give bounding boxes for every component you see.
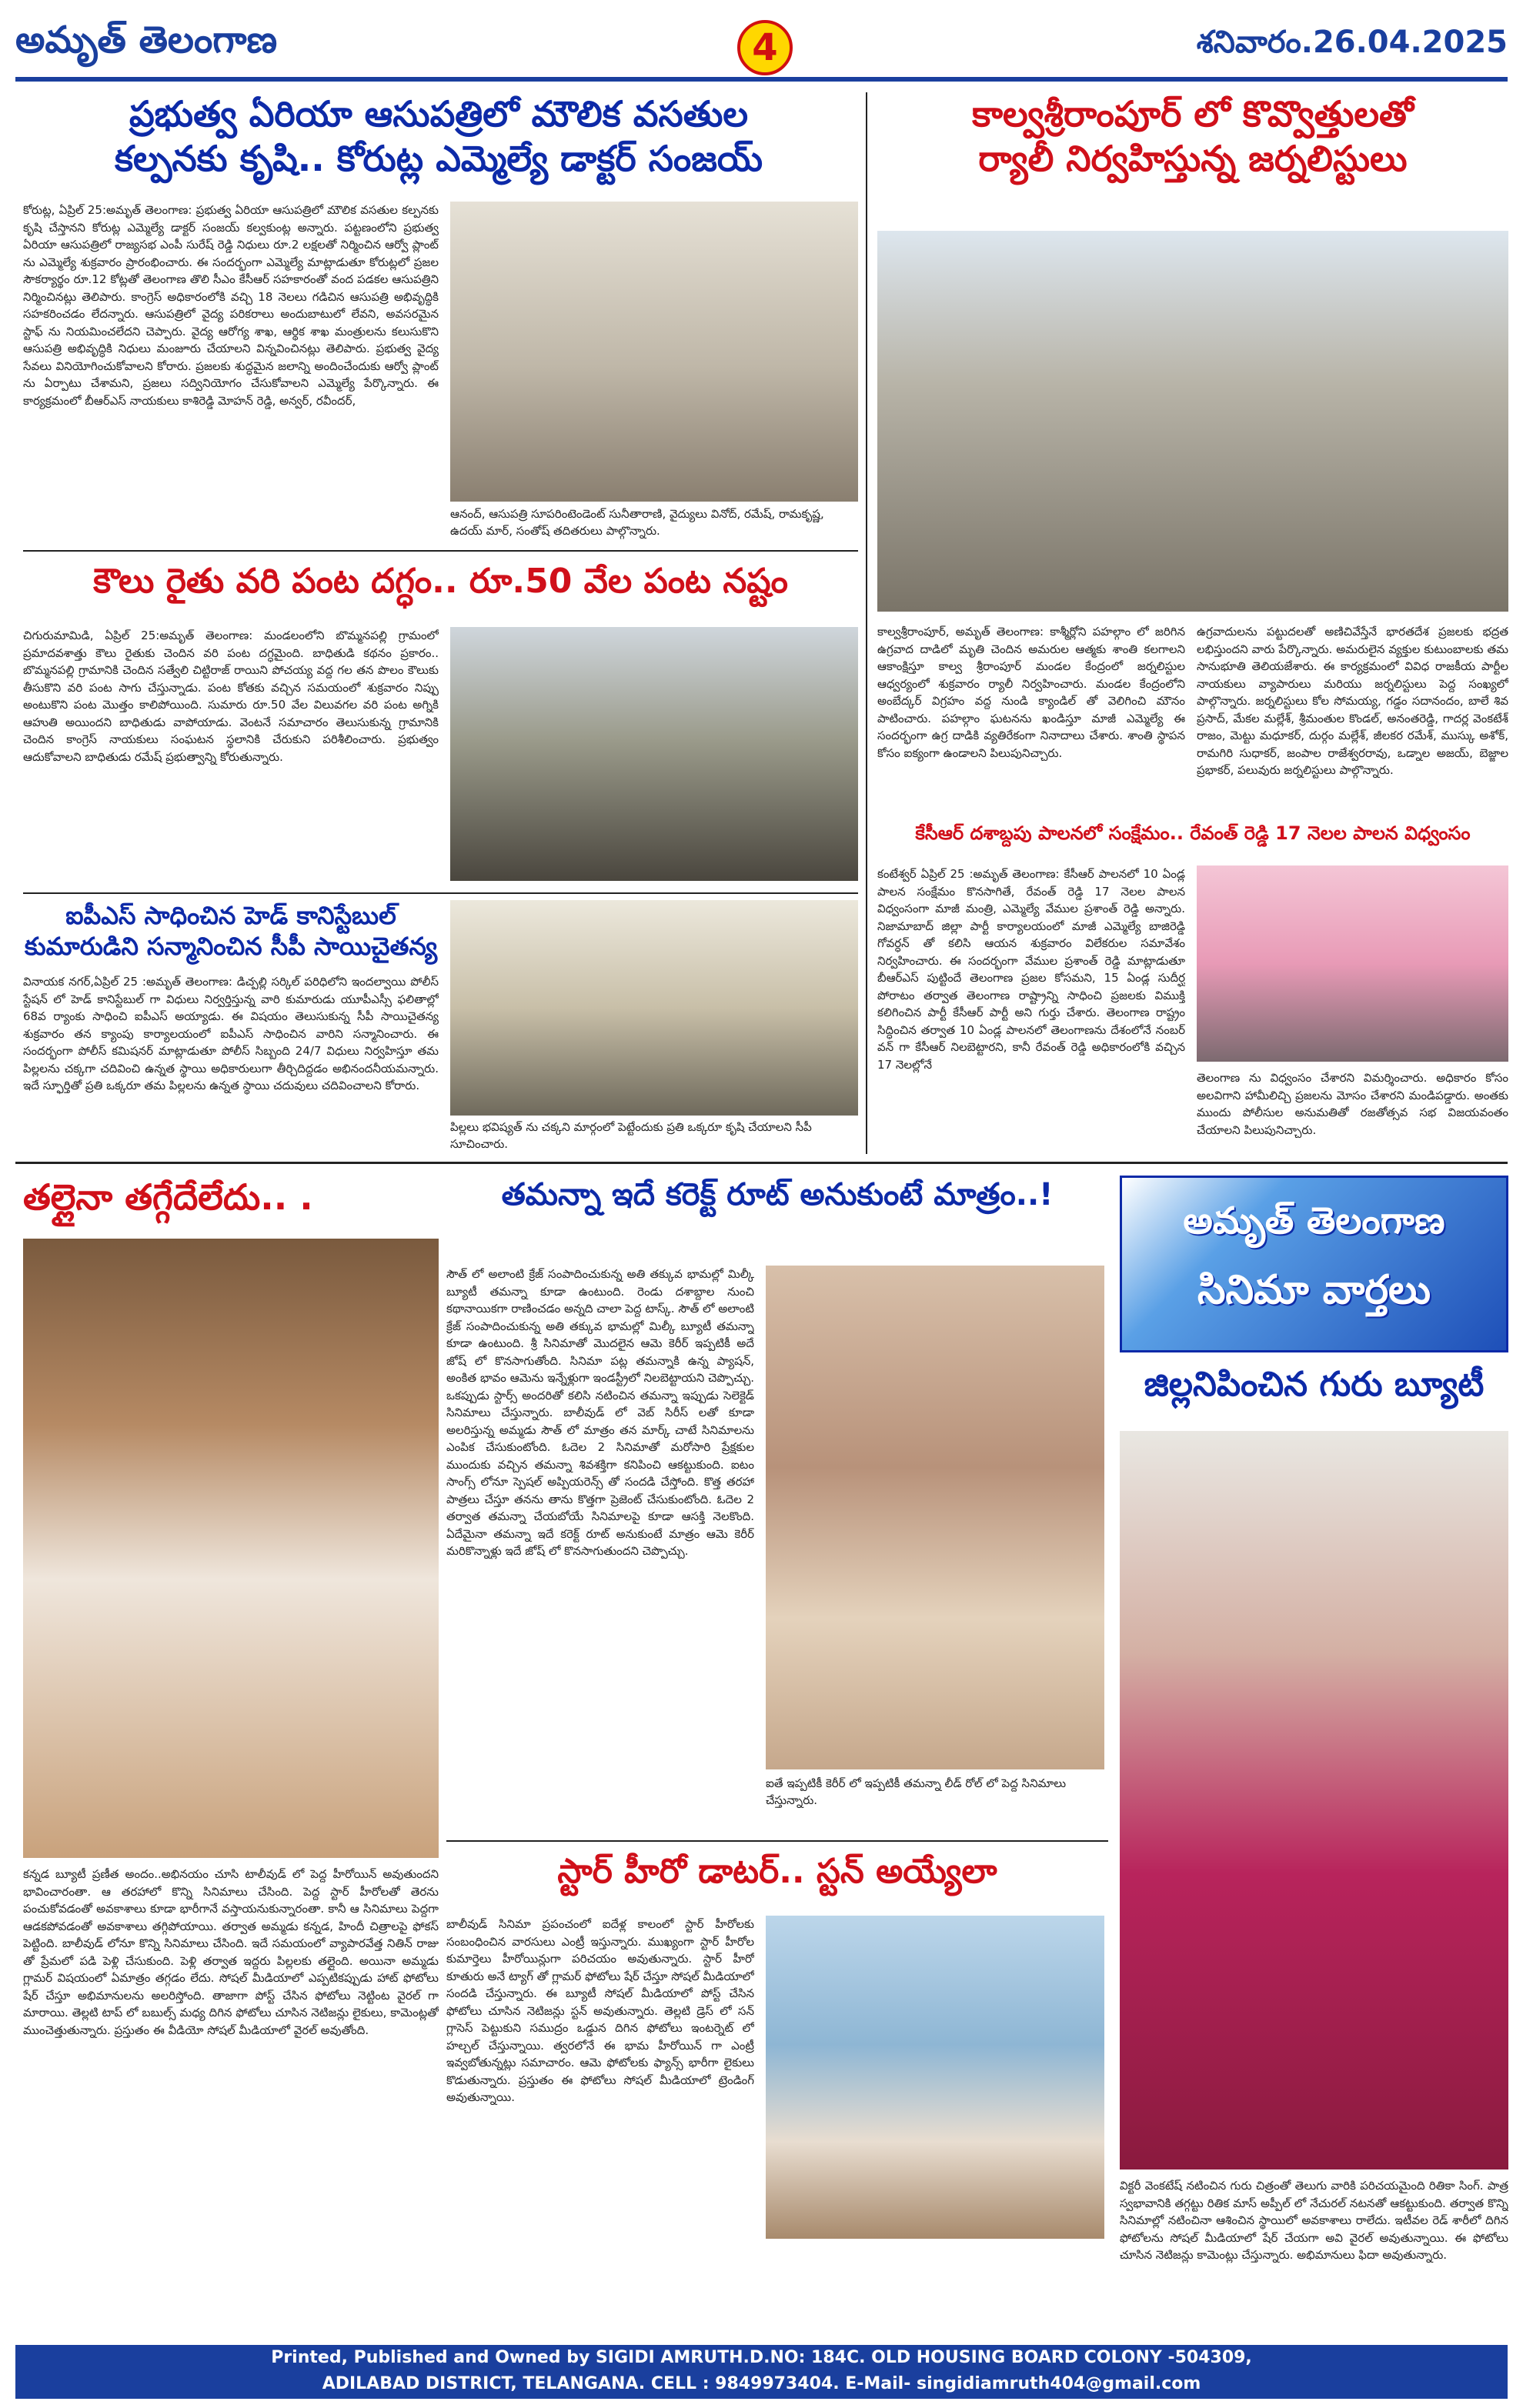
article4-headline: కేసీఆర్ దశాబ్దపు పాలనలో సంక్షేమం.. రేవంత్ రెడ్డి 17 నెలల పాలన విధ్వంసం xyxy=(915,822,1471,844)
article4-photo xyxy=(1197,865,1508,1062)
article2-body-right: ఉగ్రవాదులను పట్టుదలతో అణిచివేస్తేనే భారతదేశ ప్రజలకు భద్రత లభిస్తుందని వారు పేర్కొన్నారు. అమరులైన వ్యక్తుల కుటుంబాలకు తమ సానుభూతి తెలియజేశారు. ఈ కార్యక్రమంలో వివిధ రాజకీయ పార్టీల నాయకులు వ్యాపారులు మరియు జర్నలిస్టులు పెద్ద సంఖ్యలో పాల్గొన్నారు. జర్నలిస్టులు కోల సోమయ్య, గడ్డం సదానందం, బాలే శివ ప్రసాద్, మేకల మల్లేశ్, శ్రీమంతుల కొండల్, అనంతరెడ్డి, గాదర్ల వెంకటేశ్ రాజం, మెట్టు మధూకర్, దుర్గం మల్లేశ్, జీలకర రమేశ్, ముస్కు అశోక్, రామగిరి సుధాకర్, జంపాల రాజేశ్వరరావు, ఒడ్నాల అజయ్, బెజ్జాల ప్రభాకర్, పలువురు జర్నలిస్టులు పాల్గొన్నారు. xyxy=(1197,625,1508,777)
article6-body: కన్నడ బ్యూటీ ప్రణీత అందం..అభినయం చూసి టాలీవుడ్ లో పెద్ద హీరోయిన్ అవుతుందని భావించారంతా. ఆ తరహాలో కొన్ని సినిమాలు చేసింది. పెద్ద స్టార్ హీరోలతో తెరను పంచుకోవడంతో అవకాశాలు కూడా భారీగానే వస్తాయనుకున్నారంతా. కానీ ఆ సినిమాలు పెద్దగా ఆడకపోవడంతో అవకాశాలు తగ్గిపోయాయి. తర్వాత అమ్మడు కన్నడ, హిందీ చిత్రాలపై ఫోకస్ పెట్టింది. బాలీవుడ్ లోనూ కొన్ని సినిమాలు చేసింది. ఇదే సమయంలో వ్యాపారవేత్త నితిన్ రాజు తో ప్రేమలో పడి పెళ్లి చేసుకుంది. పెళ్లి తర్వాత ఇద్దరు పిల్లలకు తల్లైంది. అయినా అమ్మడు గ్లామర్ విషయంలో ఏమాత్రం తగ్గడం లేదు. సోషల్ మీడియాలో ఎప్పటికప్పుడు హాట్ ఫోటోలు షేర్ చేస్తూ అభిమానులను అలరిస్తోంది. తాజాగా పోస్ట్ చేసిన ఫోటోలు నెట్టింట వైరల్ గా మారాయి. తెల్లటి టాప్ లో బబుల్స్ మధ్య దిగిన ఫోటోలు చూసిన నెటిజన్లు లైకులు, కామెంట్లతో ముంచెత్తుతున్నారు. ప్రస్తుతం ఈ వీడియో సోషల్ మీడియాలో వైరల్ అవుతోంది. xyxy=(23,1867,439,2037)
article7-photo xyxy=(766,1266,1104,1769)
article7-body: సౌత్ లో అలాంటి క్రేజ్ సంపాదించుకున్న అతి తక్కువ భామల్లో మిల్కీ బ్యూటీ తమన్నా కూడా ఉంటుంది. రెండు దశాబ్దాల నుంచి కథానాయికగా రాణించడం అన్నది చాలా పెద్ద టాస్క్. సౌత్ లో అలాంటి క్రేజ్ సంపాదించుకున్న అతి తక్కువ భామల్లో మిల్కీ బ్యూటీ తమన్నా కూడా ఉంటుంది. శ్రీ సినిమాతో మొదలైన ఆమె కెరీర్ ఇప్పటికీ అదే జోష్ లో కొనసాగుతోంది. సినిమా పట్ల తమన్నాకి ఉన్న ప్యాషన్, అంకిత భావం ఆమెను ఇన్నేళ్లుగా ఇండస్ట్రీలో నిలబెట్టాయని చెప్పొచ్చు. ఒకప్పుడు స్టార్స్ అందరితో కలిసి నటించిన తమన్నా ఇప్పుడు సెలెక్టెడ్ సినిమాలు చేస్తున్నారు. బాలీవుడ్ లో వెబ్ సిరీస్ లతో కూడా అలరిస్తున్న అమ్మడు సౌత్ లో మాత్రం తన మార్క్ చాటే సినిమాలను ఎంపిక చేసుకుంటోంది. ఓదెల 2 సినిమాతో మరోసారి ప్రేక్షకుల ముందుకు వచ్చిన తమన్నా శివశక్తిగా కనిపించి ఆకట్టుకుంది. ఐటం సాంగ్స్ లోనూ స్పెషల్ అప్పియరెన్స్ తో సందడి చేస్తోంది. కొత్త తరహా పాత్రలు చేస్తూ తనను తాను కొత్తగా ప్రెజెంట్ చేసుకుంటోంది. ఓదెల 2 తర్వాత తమన్నా చేయబోయే సినిమాలపై కూడా ఆసక్తి నెలకొంది. ఏదేమైనా తమన్నా ఇదే కరెక్ట్ రూట్ అనుకుంటే మాత్రం ఆమె కెరీర్ మరికొన్నాళ్లు ఇదే జోష్ లో కొనసాగుతుందని చెప్పొచ్చు. xyxy=(446,1267,754,1558)
article4-body-right: తెలంగాణ ను విధ్వంసం చేశారని విమర్శించారు. అధికారం కోసం అలవిగాని హామీలిచ్చి ప్రజలను మోసం చేశారని మండిపడ్డారు. అంతకు ముందు పోలీసుల అనుమతితో రజతోత్సవ సభ విజయవంతం చేయాలని పిలుపునిచ్చారు. xyxy=(1197,1071,1508,1137)
article3-headline: కౌలు రైతు వరి పంట దగ్ధం.. రూ.50 వేల పంట నష్టం xyxy=(93,562,788,601)
cinema-banner-subtitle: సినిమా వార్తలు xyxy=(1197,1267,1431,1313)
article2-headline-line1: కాల్వశ్రీరాంపూర్ లో కొవ్వొత్తులతో xyxy=(972,93,1414,135)
article2-headline xyxy=(877,92,1508,181)
article5-headline-line1: ఐపీఎస్ సాధించిన హెడ్ కానిస్టేబుల్ xyxy=(65,901,396,930)
masthead xyxy=(15,15,1508,82)
article7-caption: ఐతే ఇప్పటికీ కెరీర్ లో ఇప్పటికీ తమన్నా లీడ్ రోల్ లో పెద్ద సినిమాలు చేస్తున్నారు. xyxy=(766,1776,1067,1807)
cinema-banner-title: అమృత్ తెలంగాణ xyxy=(1183,1199,1445,1242)
paper-name: అమృత్ తెలంగాణ xyxy=(15,18,278,62)
article8-body: విక్టరీ వెంకటేష్ నటించిన గురు చిత్రంతో తెలుగు వారికి పరిచయమైంది రితికా సింగ్. పాత్ర స్వభావానికి తగ్గట్టు రితిక మాస్ అప్పీల్ లో నేచురల్ నటనతో ఆకట్టుకుంది. తర్వాత కొన్ని సినిమాల్లో నటించినా ఆశించిన స్థాయిలో అవకాశాలు రాలేదు. ఇటీవల రెడ్ శారీలో దిగిన ఫోటోలను సోషల్ మీడియాలో షేర్ చేయగా అవి వైరల్ అవుతున్నాయి. ఈ ఫోటోలు చూసిన నెటిజన్లు కామెంట్లు చేస్తున్నారు. అభిమానులు ఫిదా అవుతున్నారు. xyxy=(1120,2179,1508,2262)
page-number: 4 xyxy=(737,20,793,75)
article2-photo xyxy=(877,231,1508,612)
section-rule-4 xyxy=(446,1840,1108,1842)
article9-body: బాలీవుడ్ సినిమా ప్రపంచంలో ఐదేళ్ల కాలంలో స్టార్ హీరోలకు సంబంధించిన వారసులు ఎంట్రీ ఇస్తున్నారు. ముఖ్యంగా స్టార్ హీరోల కుమార్తెలు హీరోయిన్లుగా పరిచయం అవుతున్నారు. స్టార్ హీరో కూతురు అనే ట్యాగ్ తో గ్లామర్ ఫోటోలు షేర్ చేస్తూ సోషల్ మీడియాలో సందడి చేస్తున్నారు. ఈ బ్యూటీ సోషల్ మీడియాలో పోస్ట్ చేసిన ఫోటోలు చూసిన నెటిజన్లు స్టన్ అవుతున్నారు. తెల్లటి డ్రెస్ లో సన్ గ్లాసెస్ పెట్టుకుని సముద్రం ఒడ్డున దిగిన ఫోటోలు ఇంటర్నెట్ లో హల్చల్ చేస్తున్నాయి. త్వరలోనే ఈ భామ హీరోయిన్ గా ఎంట్రీ ఇవ్వబోతున్నట్లు సమాచారం. ఆమె ఫోటోలకు ఫ్యాన్స్ భారీగా లైకులు కొడుతున్నారు. ప్రస్తుతం ఈ ఫోటోలు సోషల్ మీడియాలో ట్రెండింగ్ అవుతున్నాయి. xyxy=(446,1917,754,2104)
section-rule-2 xyxy=(23,892,858,894)
article9-headline: స్టార్ హీరో డాటర్.. స్టన్ అయ్యేలా xyxy=(557,1852,997,1891)
article1-body: కోరుట్ల, ఏప్రిల్ 25:అమృత్ తెలంగాణ: ప్రభుత్వ ఏరియా ఆసుపత్రిలో మౌలిక వసతుల కల్పనకు కృషి చేస్తానని కోరుట్ల ఎమ్మెల్యే డాక్టర్ సంజయ్ కల్వకుంట్ల అన్నారు. పట్టణంలోని ప్రభుత్వ ఏరియా ఆసుపత్రిలో రాజ్యసభ ఎంపీ సురేష్ రెడ్డి నిధులు రూ.2 లక్షలతో నిర్మించిన ఆర్వో ప్లాంట్ ను ఎమ్మెల్యే శుక్రవారం ప్రారంభించారు. ఈ సందర్భంగా ఎమ్మెల్యే మాట్లాడుతూ కోరుట్లలో ప్రజల సౌకర్యార్థం రూ.12 కోట్లతో తెలంగాణ తొలి సీఎం కేసీఆర్ సహకారంతో వంద పడకల ఆసుపత్రిని నిర్మించినట్లు తెలిపారు. కాంగ్రెస్ అధికారంలోకి వచ్చి 18 నెలలు గడిచిన ఆసుపత్రి అభివృద్ధికి సహకరించడం లేదన్నారు. ఆసుపత్రిలో వైద్య పరికరాలు అందుబాటులో లేవని, అవసరమైన స్టాఫ్ ను నియమించలేదని చెప్పారు. వైద్య ఆరోగ్య శాఖ, ఆర్థిక శాఖ మంత్రులను కలుసుకొని ఆసుపత్రి అభివృద్ధికి నిధులు మంజూరు చేయాలని విన్నవించినట్లు తెలిపారు. ప్రభుత్వ వైద్య సేవలు వినియోగించుకోవాలని కోరారు. ప్రజలకు శుద్ధమైన జలాన్ని అందించేందుకు ఆర్వో ప్లాంట్ ను ఏర్పాటు చేశామని, ప్రజలు సద్వినియోగం చేసుకోవాలని ఎమ్మెల్యే పేర్కొన్నారు. ఈ కార్యక్రమంలో బీఆర్ఎస్ నాయకులు కాశిరెడ్డి మోహన్ రెడ్డి, అన్వర్, రవీందర్, xyxy=(23,203,439,408)
footer-line2: ADILABAD DISTRICT, TELANGANA. CELL : 9849973404. E-Mail- singidiamruth404@gmail.com xyxy=(322,2374,1201,2393)
article1-caption: ఆనంద్, ఆసుపత్రి సూపరింటెండెంట్ సునీతారాణి, వైద్యులు వినోద్, రమేష్, రామకృష్ణ, ఉదయ్ మార్, సంతోష్ తదితరులు పాల్గొన్నారు. xyxy=(450,507,824,538)
issue-date: శనివారం.26.04.2025 xyxy=(1196,25,1508,60)
article6-photo xyxy=(23,1239,439,1858)
article2-body-left: కాల్వశ్రీరాంపూర్, అమృత్ తెలంగాణ: కాశ్మీర్లోని పహల్గాం లో జరిగిన ఉగ్రవాద దాడిలో మృతి చెందిన అమరుల ఆత్మకు శాంతి కలగాలని ఆకాంక్షిస్తూ కాల్వ శ్రీరాంపూర్ మండల కేంద్రంలో జర్నలిస్టుల ఆధ్వర్యంలో శుక్రవారం ర్యాలీ నిర్వహించారు. మండల కేంద్రంలోని అంబేద్కర్ విగ్రహం వద్ద నుండి క్యాండిల్ తో వెలిగించి మౌనం పాటించారు. పహల్గాం ఘటనను ఖండిస్తూ మాజీ ఎమ్మెల్యే ఈ సందర్భంగా ఉగ్ర దాడికి వ్యతిరేకంగా నినాదాలు చేశారు. శాంతి స్థాపన కోసం ఐక్యంగా ఉండాలని పిలుపునిచ్చారు. xyxy=(877,625,1185,760)
section-rule xyxy=(23,550,858,552)
section-rule-3 xyxy=(15,1162,1508,1164)
article8-headline: జిల్లనిపించిన గురు బ్యూటీ xyxy=(1144,1365,1485,1404)
article1-headline xyxy=(23,92,854,181)
article5-photo xyxy=(450,900,858,1116)
article7-headline: తమన్నా ఇదే కరెక్ట్ రూట్ అనుకుంటే మాత్రం..! xyxy=(501,1177,1054,1212)
article4-body-left: కంటేశ్వర్ ఏప్రిల్ 25 :అమృత్ తెలంగాణ: కేసీఆర్ పాలనలో 10 ఏండ్ల పాలన సంక్షేమం కొనసాగితే, రేవంత్ రెడ్డి 17 నెలల పాలన విధ్వంసంగా మాజీ మంత్రి, ఎమ్మెల్యే వేముల ప్రశాంత్ రెడ్డి అన్నారు. నిజామాబాద్ జిల్లా పార్టీ కార్యాలయంలో మాజీ ఎమ్మెల్యే బాజిరెడ్డి గోవర్ధన్ తో కలిసి ఆయన శుక్రవారం విలేకరుల సమావేశం నిర్వహించారు. ఈ సందర్భంగా వేముల ప్రశాంత్ రెడ్డి మాట్లాడుతూ బీఆర్ఎస్ పుట్టిందే తెలంగాణ ప్రజల కోసమని, 15 ఏండ్ల సుదీర్ఘ పోరాటం తర్వాత తెలంగాణ రాష్ట్రాన్ని సాధించి ప్రజలకు విముక్తి కలిగించిన పార్టీ కేసీఆర్ పార్టీ అని గుర్తు చేశారు. తెలంగాణ రాష్ట్రం సిద్ధించిన తర్వాత 10 ఏండ్ల పాలనలో తెలంగాణను దేశంలోనే నంబర్ వన్ గా కేసీఆర్ నిలబెట్టారని, కానీ రేవంత్ రెడ్డి అధికారంలోకి వచ్చిన 17 నెలల్లోనే xyxy=(877,867,1185,1072)
article9-photo xyxy=(766,1916,1104,2239)
article3-photo xyxy=(450,627,858,881)
article8-photo xyxy=(1120,1431,1508,2170)
footer-line1: Printed, Published and Owned by SIGIDI AMRUTH.D.NO: 184C. OLD HOUSING BOARD COLONY -504309, xyxy=(271,2348,1252,2367)
cinema-news-banner xyxy=(1120,1176,1508,1352)
article1-photo xyxy=(450,202,858,502)
article3-body: చిగురుమామిడి, ఏప్రిల్ 25:అమృత్ తెలంగాణ: మండలంలోని బొమ్మనపల్లి గ్రామంలో ప్రమాదవశాత్తు కౌలు రైతుకు చెందిన వరి పంట దగ్ధమైంది. బాధితుడి కథనం ప్రకారం.. బొమ్మనపల్లి గ్రామానికి చెందిన సత్వేలి చిట్టిరాజ్ రాయిని పోచయ్య వద్ద గల తన పొలం కౌలుకు తీసుకొని వరి పంట సాగు చేస్తున్నాడు. పంట కోతకు వచ్చిన సమయంలో శుక్రవారం నిప్పు అంటుకొని పంట మొత్తం కాలిపోయింది. సుమారు రూ.50 వేల విలువగల వరి పంట అగ్నికి ఆహుతి అయిందని బాధితుడు వాపోయాడు. వెంటనే సమాచారం తెలుసుకున్న గ్రామానికి చెందిన కాంగ్రెస్ నాయకులు సంఘటన స్థలానికి చేరుకుని పరిశీలించారు. ప్రభుత్వం ఆదుకోవాలని బాధితుడు రమేష్ ప్రభుత్వాన్ని కోరుతున్నారు. xyxy=(23,629,439,764)
article5-headline xyxy=(23,900,439,962)
column-divider xyxy=(866,92,867,1154)
article5-headline-line2: కుమారుడిని సన్మానించిన సీపీ సాయిచైతన్య xyxy=(24,932,438,961)
article1-headline-line1: ప్రభుత్వ ఏరియా ఆసుపత్రిలో మౌలిక వసతుల xyxy=(129,93,749,135)
article2-headline-line2: ర్యాలీ నిర్వహిస్తున్న జర్నలిస్టులు xyxy=(978,137,1408,179)
article1-headline-line2: కల్పనకు కృషి.. కోరుట్ల ఎమ్మెల్యే డాక్టర్ సంజయ్ xyxy=(114,137,763,179)
footer-imprint xyxy=(15,2345,1508,2399)
article5-body: వినాయక నగర్,ఏప్రిల్ 25 :అమృత్ తెలంగాణ: డిచ్పల్లి సర్కిల్ పరిధిలోని ఇందల్వాయి పోలీస్ స్టేషన్ లో హెడ్ కానిస్టేబుల్ గా విధులు నిర్వర్తిస్తున్న వారి కుమారుడు యూపీఎస్సీ ఫలితాల్లో 68వ ర్యాంకు సాధించి ఐపీఎస్ అయ్యాడు. ఈ విషయం తెలుసుకున్న సీపీ సాయిచైతన్య శుక్రవారం తన క్యాంపు కార్యాలయంలో ఐపీఎస్ సాధించిన వారిని సన్మానించారు. ఈ సందర్భంగా పోలీస్ కమిషనర్ మాట్లాడుతూ పోలీస్ సిబ్బంది 24/7 విధులు నిర్వహిస్తూ తమ పిల్లలను చక్కగా చదివించి ఉన్నత స్థాయి అధికారులుగా తీర్చిదిద్దడం అభినందనీయమన్నారు. ఇదే స్ఫూర్తితో ప్రతి ఒక్కరూ తమ పిల్లలను ఉన్నత స్థాయి చదువులు చదివించాలని కోరారు. xyxy=(23,975,439,1092)
article5-caption: పిల్లలు భవిష్యత్ ను చక్కని మార్గంలో పెట్టేందుకు ప్రతి ఒక్కరూ కృషి చేయాలని సీపీ సూచించారు. xyxy=(450,1120,812,1151)
article6-headline: తల్లైనా తగ్గేదేలేదు.. . xyxy=(23,1176,313,1218)
